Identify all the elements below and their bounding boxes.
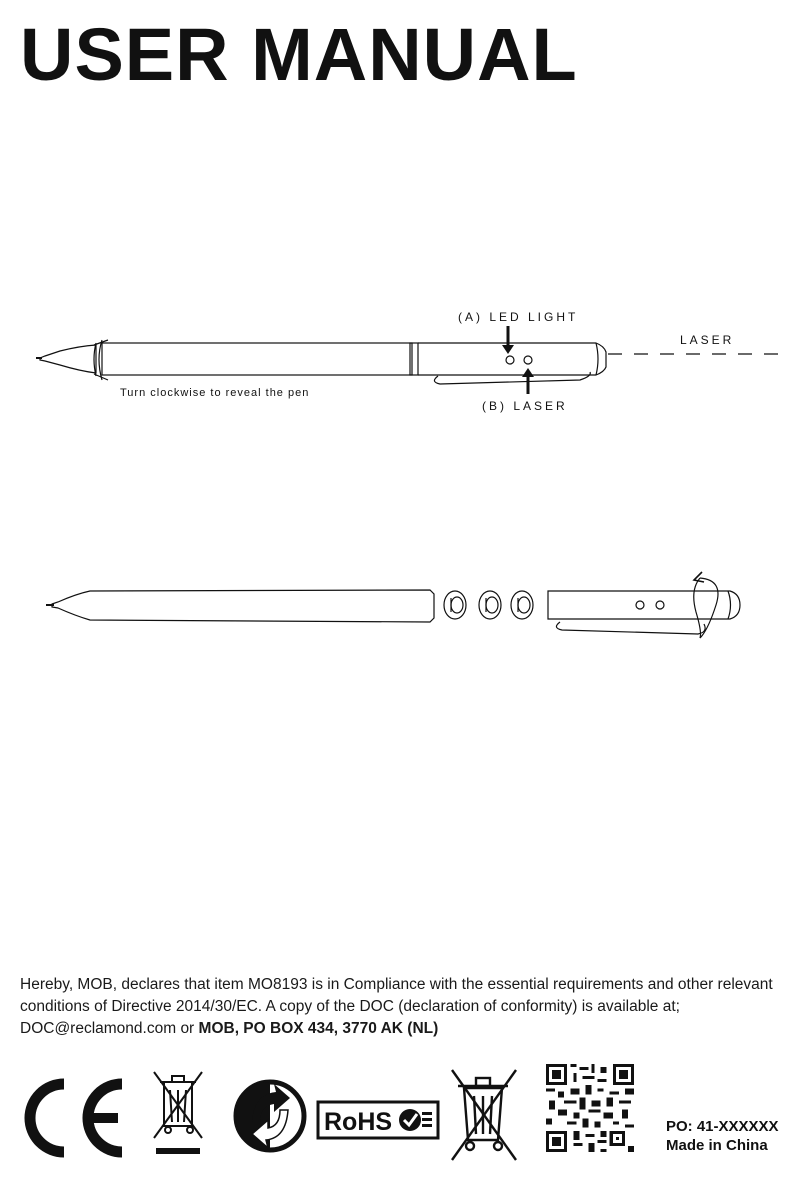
laser-button-label: (B) LASER (482, 399, 568, 413)
weee-bin-icon (448, 1064, 520, 1170)
ce-mark-icon (18, 1078, 130, 1158)
green-dot-icon (232, 1068, 308, 1164)
weee-bin-icon (150, 1068, 206, 1160)
po-number: PO: 41-XXXXXX (666, 1118, 779, 1135)
battery-1 (444, 591, 466, 619)
instruction-text: Turn clockwise to reveal the pen (120, 387, 310, 399)
pen-barrel (102, 343, 412, 375)
pen-body (52, 590, 434, 622)
battery-3 (511, 591, 533, 619)
pen-clip (434, 372, 590, 384)
rohs-text: RoHS (324, 1108, 393, 1136)
certification-marks (0, 1060, 808, 1180)
compliance-address: MOB, PO BOX 434, 3770 AK (NL) (198, 1020, 439, 1037)
made-in-china: Made in China (666, 1137, 768, 1154)
led-light-label: (A) LED LIGHT (458, 310, 579, 324)
battery-2 (479, 591, 501, 619)
laser-beam-label: LASER (680, 333, 735, 347)
laser-button (524, 356, 532, 364)
po-info (666, 1117, 779, 1155)
pen-tip (40, 345, 96, 373)
disassembled-pen-diagram (0, 550, 808, 650)
page-title: USER MANUAL (20, 13, 578, 96)
rotate-arrow-icon (700, 578, 718, 638)
assembled-pen-diagram (0, 290, 808, 430)
qr-code-icon (546, 1064, 634, 1152)
led-button (506, 356, 514, 364)
rohs-icon (316, 1100, 440, 1140)
compliance-statement (20, 974, 795, 1040)
compliance-text: Hereby, MOB, declares that item MO8193 is in Compliance with the essential requirements and other relevant conditions of Directive 2014/30/EC. A copy of the DOC (declaration of conformity) is available at; DOC@reclamond.com or (20, 976, 773, 1037)
